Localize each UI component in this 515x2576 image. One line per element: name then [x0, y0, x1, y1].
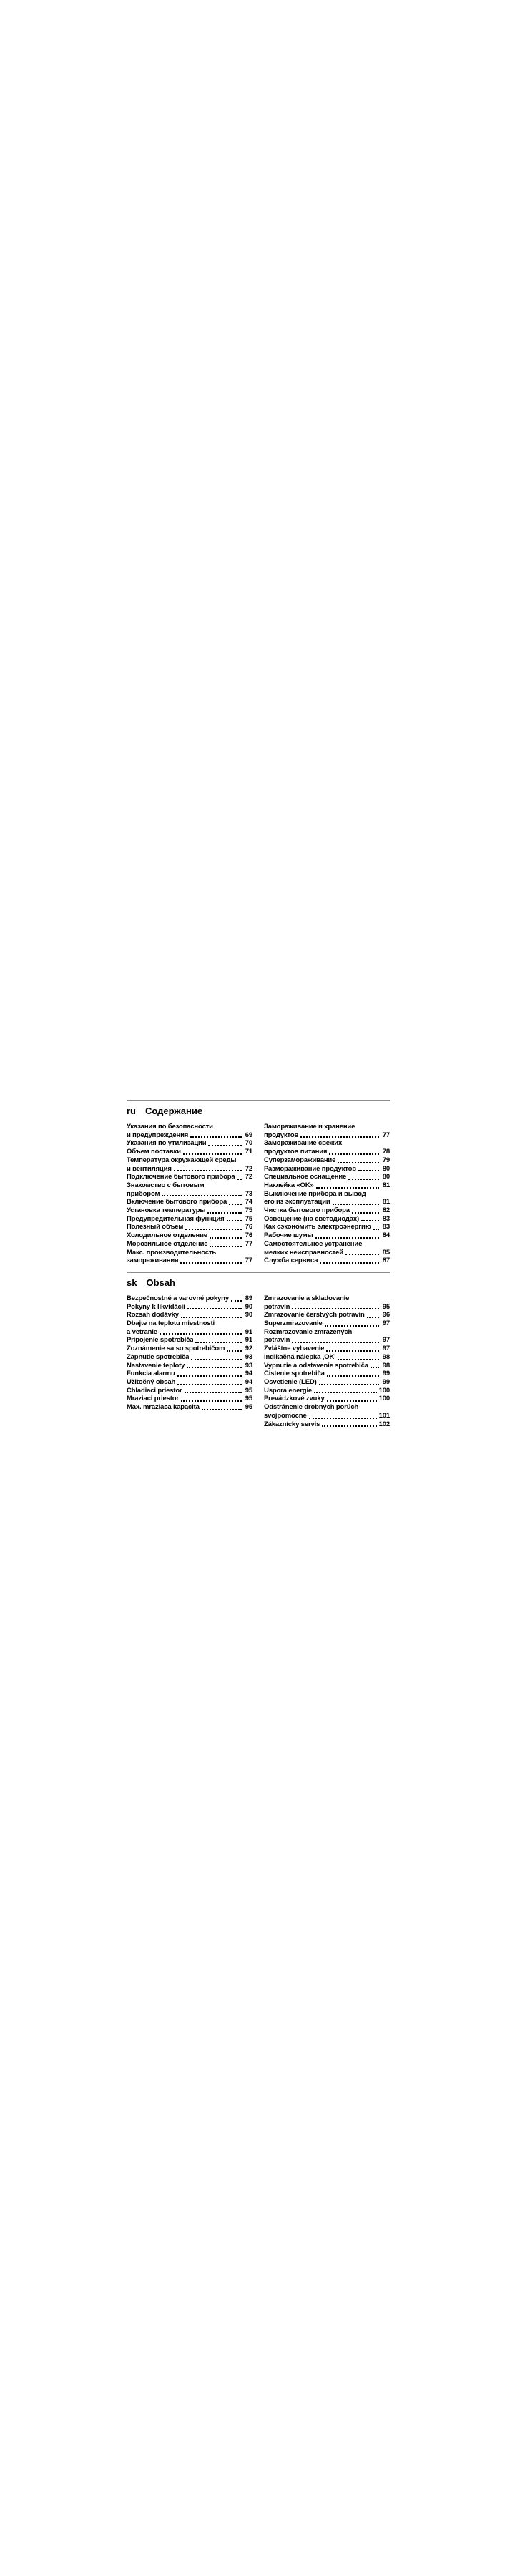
dot-leader — [367, 1316, 379, 1318]
dot-leader — [338, 1358, 379, 1360]
toc-entry-label: Наклейка «OK» — [264, 1181, 314, 1189]
toc-entry-row — [127, 1148, 252, 1156]
toc-entry — [264, 1165, 390, 1174]
toc-entry — [127, 1173, 252, 1181]
page-number: 99 — [382, 1377, 390, 1386]
toc-entry-label: Prevádzkové zvuky — [264, 1395, 325, 1403]
toc-entry-label: Знакомство с бытовым — [127, 1181, 205, 1189]
toc-entry-label: Vypnutie a odstavenie spotrebiča — [264, 1361, 368, 1370]
toc-entry-row — [264, 1336, 390, 1345]
toc-entry-row — [264, 1148, 390, 1156]
toc-entry — [127, 1231, 252, 1240]
page-number: 100 — [378, 1395, 390, 1403]
page-number: 76 — [245, 1231, 252, 1240]
toc-entry-label: Самостоятельное устранение — [264, 1239, 363, 1248]
toc-entry-row — [127, 1336, 252, 1345]
dot-leader — [327, 1375, 379, 1377]
dot-leader — [333, 1203, 379, 1205]
toc-entry-row — [264, 1173, 390, 1181]
page-number: 73 — [245, 1189, 252, 1198]
toc-entry — [127, 1294, 252, 1303]
dot-leader — [210, 1245, 242, 1247]
toc-entry — [264, 1231, 390, 1240]
toc-entry-label: Zmrazovanie a skladovanie — [264, 1294, 350, 1302]
toc-entry — [127, 1223, 252, 1231]
toc-entry — [127, 1319, 252, 1336]
dot-leader — [345, 1253, 379, 1255]
toc-entry — [264, 1156, 390, 1165]
toc-entry — [264, 1328, 390, 1345]
dot-leader — [183, 1153, 242, 1155]
page-number: 77 — [245, 1257, 252, 1265]
toc-entry-row — [127, 1387, 252, 1395]
dot-leader — [292, 1307, 379, 1309]
toc-columns — [127, 1123, 390, 1265]
page-number: 96 — [382, 1311, 390, 1319]
toc-entry-row — [127, 1257, 252, 1265]
page-number: 79 — [382, 1156, 390, 1164]
toc-entry-row — [264, 1249, 390, 1257]
page-number: 93 — [245, 1352, 252, 1361]
toc-entry-row — [264, 1412, 390, 1420]
page-number: 92 — [245, 1345, 252, 1353]
dot-leader — [187, 1366, 242, 1368]
toc-entry-row — [127, 1165, 252, 1174]
toc-entry-label: Служба сервиса — [264, 1257, 318, 1265]
dot-leader — [325, 1324, 379, 1327]
toc-entry-label: Подключение бытового прибора — [127, 1173, 235, 1181]
dot-leader — [185, 1228, 242, 1230]
page-number: 95 — [382, 1302, 390, 1311]
toc-entry-label: продуктов питания — [264, 1148, 328, 1156]
toc-entry-label: Освещение (на светодиодах) — [264, 1214, 360, 1223]
dot-leader — [229, 1203, 242, 1205]
toc-entry-row — [264, 1319, 390, 1328]
page-number: 90 — [245, 1302, 252, 1311]
dot-leader — [174, 1169, 242, 1171]
toc-entry-row — [264, 1181, 390, 1190]
page-number: 80 — [382, 1173, 390, 1181]
toc-entry — [127, 1353, 252, 1362]
section-title: Содержание — [145, 1106, 203, 1116]
page-number: 78 — [382, 1148, 390, 1156]
page-number: 94 — [245, 1377, 252, 1386]
toc-entry — [264, 1395, 390, 1403]
toc-entry-label: Zoznámenie sa so spotrebičom — [127, 1345, 225, 1353]
toc-entry-row — [127, 1223, 252, 1231]
toc-entry-label: Úspora energie — [264, 1386, 313, 1395]
toc-entry-label: Температура окружающей среды — [127, 1156, 237, 1164]
toc-entry-label: замораживания — [127, 1257, 179, 1265]
dot-leader — [227, 1350, 242, 1352]
page-content — [127, 1100, 390, 1428]
toc-entry — [264, 1294, 390, 1311]
page-number: 77 — [382, 1131, 390, 1139]
toc-entry-label: Предупредительная функция — [127, 1214, 225, 1223]
toc-entry-label: Bezpečnostné a varovné pokyny — [127, 1294, 229, 1302]
toc-entry — [264, 1190, 390, 1206]
dot-leader — [320, 1262, 379, 1264]
page-number: 83 — [382, 1223, 390, 1231]
page-number: 75 — [245, 1206, 252, 1215]
toc-entry-label: Чистка бытового прибора — [264, 1206, 350, 1215]
dot-leader — [208, 1144, 242, 1146]
toc-entry — [127, 1387, 252, 1395]
toc-entry-row — [127, 1395, 252, 1403]
dot-leader — [327, 1400, 377, 1402]
toc-entry — [264, 1223, 390, 1231]
toc-entry-row — [127, 1173, 252, 1181]
section-divider-rule — [127, 1272, 390, 1273]
toc-entry-row — [127, 1403, 252, 1412]
toc-entry-label: Объем поставки — [127, 1148, 181, 1156]
toc-entry-label: Chladiaci priestor — [127, 1386, 182, 1395]
toc-entry — [264, 1420, 390, 1429]
toc-entry-row — [127, 1294, 252, 1303]
toc-entry-row — [264, 1387, 390, 1395]
toc-entry-label: Rozsah dodávky — [127, 1311, 179, 1319]
dot-leader — [319, 1383, 379, 1385]
page-number: 101 — [378, 1411, 390, 1420]
dot-leader — [309, 1417, 377, 1419]
dot-leader — [358, 1169, 379, 1171]
toc-entry — [127, 1362, 252, 1370]
toc-entry-row — [264, 1395, 390, 1403]
toc-entry-row — [264, 1165, 390, 1174]
toc-entry — [264, 1240, 390, 1257]
toc-entry — [264, 1215, 390, 1224]
toc-entry-row — [264, 1353, 390, 1362]
dot-leader — [191, 1358, 242, 1360]
page-number: 72 — [245, 1173, 252, 1181]
toc-entry-row — [264, 1223, 390, 1231]
dot-leader — [195, 1341, 242, 1343]
dot-leader — [373, 1228, 379, 1230]
toc-entry — [127, 1198, 252, 1206]
toc-entry-label: Čistenie spotrebiča — [264, 1370, 325, 1378]
toc-entry-row — [264, 1156, 390, 1165]
toc-entry-label: Rozmrazovanie zmrazených — [264, 1327, 353, 1336]
toc-entry — [264, 1403, 390, 1420]
toc-entry-row — [127, 1131, 252, 1140]
dot-leader — [231, 1299, 242, 1302]
dot-leader — [361, 1219, 379, 1221]
toc-entry — [264, 1353, 390, 1362]
dot-leader — [300, 1136, 379, 1138]
toc-entry-row — [264, 1362, 390, 1370]
toc-entry-row — [264, 1131, 390, 1140]
page-number: 97 — [382, 1345, 390, 1353]
page-number: 81 — [382, 1198, 390, 1206]
page-number: 95 — [245, 1386, 252, 1395]
section-sk-contents — [127, 1272, 390, 1428]
toc-entry-label: Рабочие шумы — [264, 1231, 313, 1240]
toc-column — [127, 1294, 252, 1428]
toc-entry-row — [127, 1231, 252, 1240]
page-number: 94 — [245, 1370, 252, 1378]
page-number: 97 — [382, 1336, 390, 1345]
dot-leader — [202, 1408, 242, 1410]
toc-entry-label: Zapnutie spotrebiča — [127, 1352, 190, 1361]
toc-entry — [264, 1387, 390, 1395]
toc-entry-row — [127, 1240, 252, 1249]
dot-leader — [180, 1262, 242, 1264]
section-divider-rule — [127, 1100, 390, 1101]
toc-entry-label: Выключение прибора и вывод — [264, 1189, 366, 1198]
dot-leader — [352, 1211, 379, 1214]
toc-entry — [264, 1173, 390, 1181]
page-number: 95 — [245, 1403, 252, 1412]
toc-entry — [127, 1370, 252, 1378]
toc-column — [264, 1294, 390, 1428]
toc-entry-label: Pokyny k likvidácii — [127, 1302, 185, 1311]
toc-entry-row — [127, 1345, 252, 1353]
toc-entry-label: Макс. производительность — [127, 1248, 217, 1257]
toc-entry-row — [127, 1206, 252, 1215]
toc-entry-row — [127, 1139, 252, 1148]
toc-entry — [264, 1311, 390, 1319]
toc-entry-label: Zákaznícky servis — [264, 1420, 320, 1428]
toc-entry-label: Nastavenie teploty — [127, 1361, 185, 1370]
toc-entry — [127, 1311, 252, 1319]
toc-entry — [264, 1345, 390, 1353]
toc-entry-label: Полезный объем — [127, 1223, 184, 1231]
toc-entry-label: Указания по безопасности — [127, 1123, 213, 1131]
dot-leader — [162, 1194, 242, 1196]
section-ru-contents — [127, 1100, 390, 1265]
section-title: Obsah — [146, 1277, 175, 1288]
dot-leader — [210, 1236, 242, 1239]
toc-entry — [264, 1370, 390, 1378]
dot-leader — [181, 1316, 242, 1318]
section-heading — [127, 1106, 390, 1116]
toc-entry-row — [127, 1328, 252, 1337]
language-code: ru — [127, 1106, 136, 1116]
page-number: 70 — [245, 1139, 252, 1148]
dot-leader — [326, 1350, 379, 1352]
dot-leader — [177, 1375, 242, 1377]
language-code: sk — [127, 1277, 137, 1288]
toc-entry-row — [264, 1303, 390, 1312]
toc-entry-row — [127, 1311, 252, 1319]
toc-entry-row — [264, 1311, 390, 1319]
toc-entry-label: Max. mraziaca kapacita — [127, 1403, 200, 1412]
toc-entry-row — [127, 1190, 252, 1199]
page-number: 81 — [382, 1181, 390, 1189]
toc-entry-label: Zmrazovanie čerstvých potravín — [264, 1311, 365, 1319]
page-number: 93 — [245, 1361, 252, 1370]
page-number: 91 — [245, 1336, 252, 1345]
page-number: 87 — [382, 1257, 390, 1265]
toc-entry — [127, 1181, 252, 1198]
section-heading — [127, 1278, 390, 1288]
toc-entry-label: Холодильное отделение — [127, 1231, 207, 1240]
toc-entry-row — [127, 1303, 252, 1312]
toc-entry-label: Указания по утилизации — [127, 1139, 207, 1148]
toc-entry-row — [127, 1378, 252, 1387]
toc-entry-row — [264, 1198, 390, 1206]
dot-leader — [181, 1400, 242, 1402]
toc-entry-row — [264, 1257, 390, 1265]
toc-entry-label: и предупреждения — [127, 1131, 189, 1139]
page-number: 91 — [245, 1327, 252, 1336]
toc-entry-row — [264, 1420, 390, 1429]
toc-entry-label: Замораживание свежих — [264, 1139, 343, 1148]
toc-entry — [127, 1156, 252, 1173]
dot-leader — [322, 1425, 376, 1427]
toc-entry-label: Как сэкономить электроэнергию — [264, 1223, 371, 1231]
toc-entry-row — [264, 1378, 390, 1387]
toc-entry — [127, 1123, 252, 1139]
toc-entry-row — [264, 1206, 390, 1215]
toc-entry — [264, 1362, 390, 1370]
toc-entry-row — [264, 1231, 390, 1240]
toc-entry — [127, 1378, 252, 1387]
toc-entry-row — [127, 1353, 252, 1362]
toc-entry — [127, 1148, 252, 1156]
toc-entry-row — [127, 1215, 252, 1224]
toc-entry-row — [127, 1370, 252, 1378]
page-number: 74 — [245, 1198, 252, 1206]
toc-entry — [127, 1303, 252, 1312]
toc-entry-label: Pripojenie spotrebiča — [127, 1336, 194, 1345]
toc-entry-label: Морозильное отделение — [127, 1239, 208, 1248]
toc-entry — [264, 1257, 390, 1265]
dot-leader — [371, 1366, 379, 1368]
page-number: 83 — [382, 1214, 390, 1223]
toc-entry-label: Indikačná nálepka ‚OK' — [264, 1352, 336, 1361]
toc-entry-label: Užitočný obsah — [127, 1377, 176, 1386]
toc-entry-row — [264, 1345, 390, 1353]
dot-leader — [190, 1136, 242, 1138]
toc-entry-row — [127, 1362, 252, 1370]
dot-leader — [207, 1211, 242, 1214]
toc-entry-label: Установка температуры — [127, 1206, 206, 1215]
page-number: 100 — [378, 1386, 390, 1395]
page-number: 98 — [382, 1361, 390, 1370]
toc-entry-row — [264, 1370, 390, 1378]
toc-entry-label: и вентиляция — [127, 1164, 172, 1173]
toc-entry-label: a vetranie — [127, 1327, 157, 1336]
toc-entry — [127, 1215, 252, 1224]
toc-columns — [127, 1294, 390, 1428]
dot-leader — [338, 1161, 379, 1163]
page-number: 99 — [382, 1370, 390, 1378]
toc-entry — [127, 1336, 252, 1345]
dot-leader — [160, 1332, 242, 1335]
toc-entry — [264, 1319, 390, 1328]
page-number: 97 — [382, 1319, 390, 1328]
toc-entry — [127, 1240, 252, 1249]
toc-entry — [264, 1123, 390, 1139]
page-number: 69 — [245, 1131, 252, 1139]
page-number: 89 — [245, 1294, 252, 1302]
toc-entry-label: Включение бытового прибора — [127, 1198, 227, 1206]
toc-entry-label: Zvláštne vybavenie — [264, 1345, 325, 1353]
page-number: 90 — [245, 1311, 252, 1319]
page-number: 102 — [378, 1420, 390, 1428]
toc-entry-label: Funkcia alarmu — [127, 1370, 175, 1378]
toc-entry — [264, 1206, 390, 1215]
dot-leader — [314, 1391, 377, 1393]
dot-leader — [316, 1186, 379, 1189]
page-number: 85 — [382, 1248, 390, 1257]
toc-entry-label: его из эксплуатации — [264, 1198, 330, 1206]
dot-leader — [348, 1178, 379, 1180]
dot-leader — [227, 1219, 242, 1221]
page-number: 80 — [382, 1164, 390, 1173]
toc-entry — [127, 1139, 252, 1148]
toc-entry-row — [127, 1198, 252, 1206]
toc-entry-label: Dbajte na teplotu miestnosti — [127, 1319, 215, 1328]
page-number: 82 — [382, 1206, 390, 1215]
dot-leader — [177, 1383, 242, 1385]
toc-entry — [264, 1181, 390, 1190]
toc-entry — [264, 1378, 390, 1387]
page-number: 72 — [245, 1164, 252, 1173]
toc-entry-label: potravín — [264, 1336, 290, 1345]
toc-column — [264, 1123, 390, 1265]
dot-leader — [185, 1391, 242, 1393]
dot-leader — [237, 1178, 242, 1180]
dot-leader — [329, 1153, 379, 1155]
page-number: 98 — [382, 1352, 390, 1361]
toc-entry — [127, 1206, 252, 1215]
toc-entry — [127, 1395, 252, 1403]
toc-entry — [127, 1249, 252, 1265]
toc-entry-label: прибором — [127, 1189, 160, 1198]
page-number: 71 — [245, 1148, 252, 1156]
dot-leader — [292, 1341, 379, 1343]
toc-entry — [127, 1345, 252, 1353]
toc-entry-label: Osvetlenie (LED) — [264, 1377, 317, 1386]
toc-entry-label: svojpomocne — [264, 1411, 307, 1420]
toc-column — [127, 1123, 252, 1265]
toc-entry-label: Odstránenie drobných porúch — [264, 1403, 359, 1412]
toc-entry — [264, 1139, 390, 1156]
toc-entry-label: Superzmrazovanie — [264, 1319, 323, 1328]
toc-entry-label: Размораживание продуктов — [264, 1164, 356, 1173]
page-number: 84 — [382, 1231, 390, 1240]
toc-entry-label: Замораживание и хранение — [264, 1123, 355, 1131]
page-number: 77 — [245, 1239, 252, 1248]
toc-entry-label: Суперзамораживание — [264, 1156, 336, 1164]
toc-entry-row — [264, 1215, 390, 1224]
dot-leader — [187, 1307, 242, 1309]
toc-entry-label: Mraziaci priestor — [127, 1395, 179, 1403]
page-number: 76 — [245, 1223, 252, 1231]
toc-entry-label: Специальное оснащение — [264, 1173, 347, 1181]
toc-entry-label: potravín — [264, 1302, 290, 1311]
dot-leader — [315, 1236, 379, 1239]
toc-entry-label: продуктов — [264, 1131, 299, 1139]
toc-entry-label: мелких неисправностей — [264, 1248, 343, 1257]
page-number: 95 — [245, 1395, 252, 1403]
page-number: 75 — [245, 1214, 252, 1223]
toc-entry — [127, 1403, 252, 1412]
